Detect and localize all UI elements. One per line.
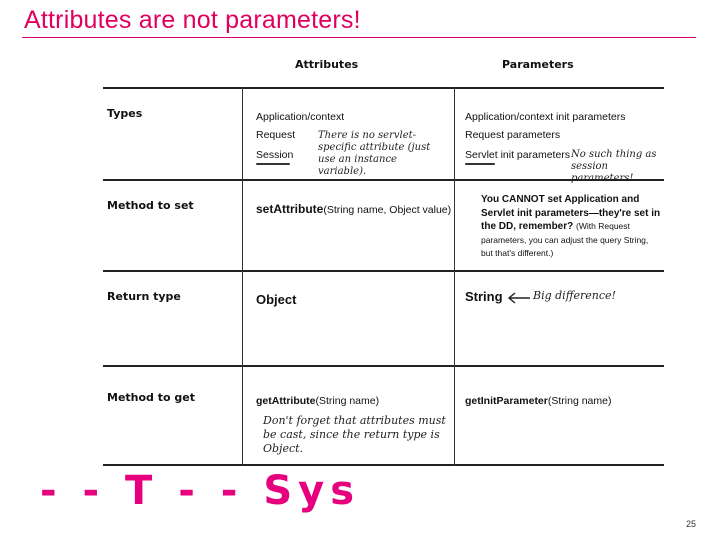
- slide-title: Attributes are not parameters!: [24, 6, 361, 34]
- attributes-column-header: Attributes: [295, 58, 359, 71]
- set-attribute-args: (String name, Object value): [323, 204, 452, 216]
- param-types-note: No such thing as session parameters!: [571, 149, 657, 184]
- column-divider: [242, 87, 243, 466]
- get-init-parameter-args: (String name): [547, 395, 612, 407]
- set-attribute-method: setAttribute: [256, 202, 324, 216]
- table-divider: [103, 464, 664, 466]
- attr-type-session: Session: [256, 149, 294, 161]
- get-attribute-args: (String name): [315, 395, 380, 407]
- arrow-left-icon: [506, 292, 532, 304]
- param-set-explanation: [481, 193, 661, 261]
- row-label-types: Types: [107, 107, 143, 120]
- title-underline: [22, 37, 696, 38]
- attr-return-type: Object: [256, 292, 297, 307]
- brand-banner: [40, 468, 700, 514]
- attr-type-request: Request: [256, 129, 296, 141]
- param-type-servlet-init: Servlet init parameters: [465, 149, 571, 161]
- parameters-column-header: Parameters: [502, 58, 574, 71]
- table-divider: [103, 365, 664, 367]
- get-init-parameter-signature: [465, 394, 611, 408]
- attr-type-application: Application/context: [256, 111, 345, 123]
- table-divider: [103, 270, 664, 272]
- param-set-warning: You CANNOT set Application and Servlet init parameters—they're set in the DD, remember?: [481, 194, 661, 232]
- get-attribute-signature: [256, 394, 379, 408]
- return-type-note: Big difference!: [533, 289, 616, 302]
- row-label-method-to-get: Method to get: [107, 391, 195, 404]
- get-attribute-method: getAttribute: [256, 395, 316, 407]
- handwritten-underline: [465, 163, 495, 165]
- handwritten-underline: [256, 163, 290, 165]
- attr-types-note: There is no servlet-specific attribute (just use an instance variable).: [318, 130, 431, 177]
- comparison-table: [101, 50, 664, 468]
- param-type-context-init: Application/context init parameters: [465, 111, 626, 123]
- column-divider: [454, 87, 455, 466]
- param-return-type: String: [465, 289, 503, 304]
- row-label-method-to-set: Method to set: [107, 199, 194, 212]
- param-set-aside: (With Request parameters, you can adjust the query String, but that's different.): [481, 221, 649, 258]
- page-number: 25: [685, 519, 696, 529]
- param-type-request: Request parameters: [465, 129, 561, 141]
- set-attribute-signature: [256, 202, 451, 217]
- get-attribute-note: Don't forget that attributes must be cast, since the return type is Object.: [263, 414, 446, 455]
- row-label-return-type: Return type: [107, 290, 181, 303]
- brand-banner-text: - - T - - Sys: [40, 468, 361, 514]
- table-divider: [103, 87, 664, 89]
- get-init-parameter-method: getInitParameter: [465, 395, 548, 407]
